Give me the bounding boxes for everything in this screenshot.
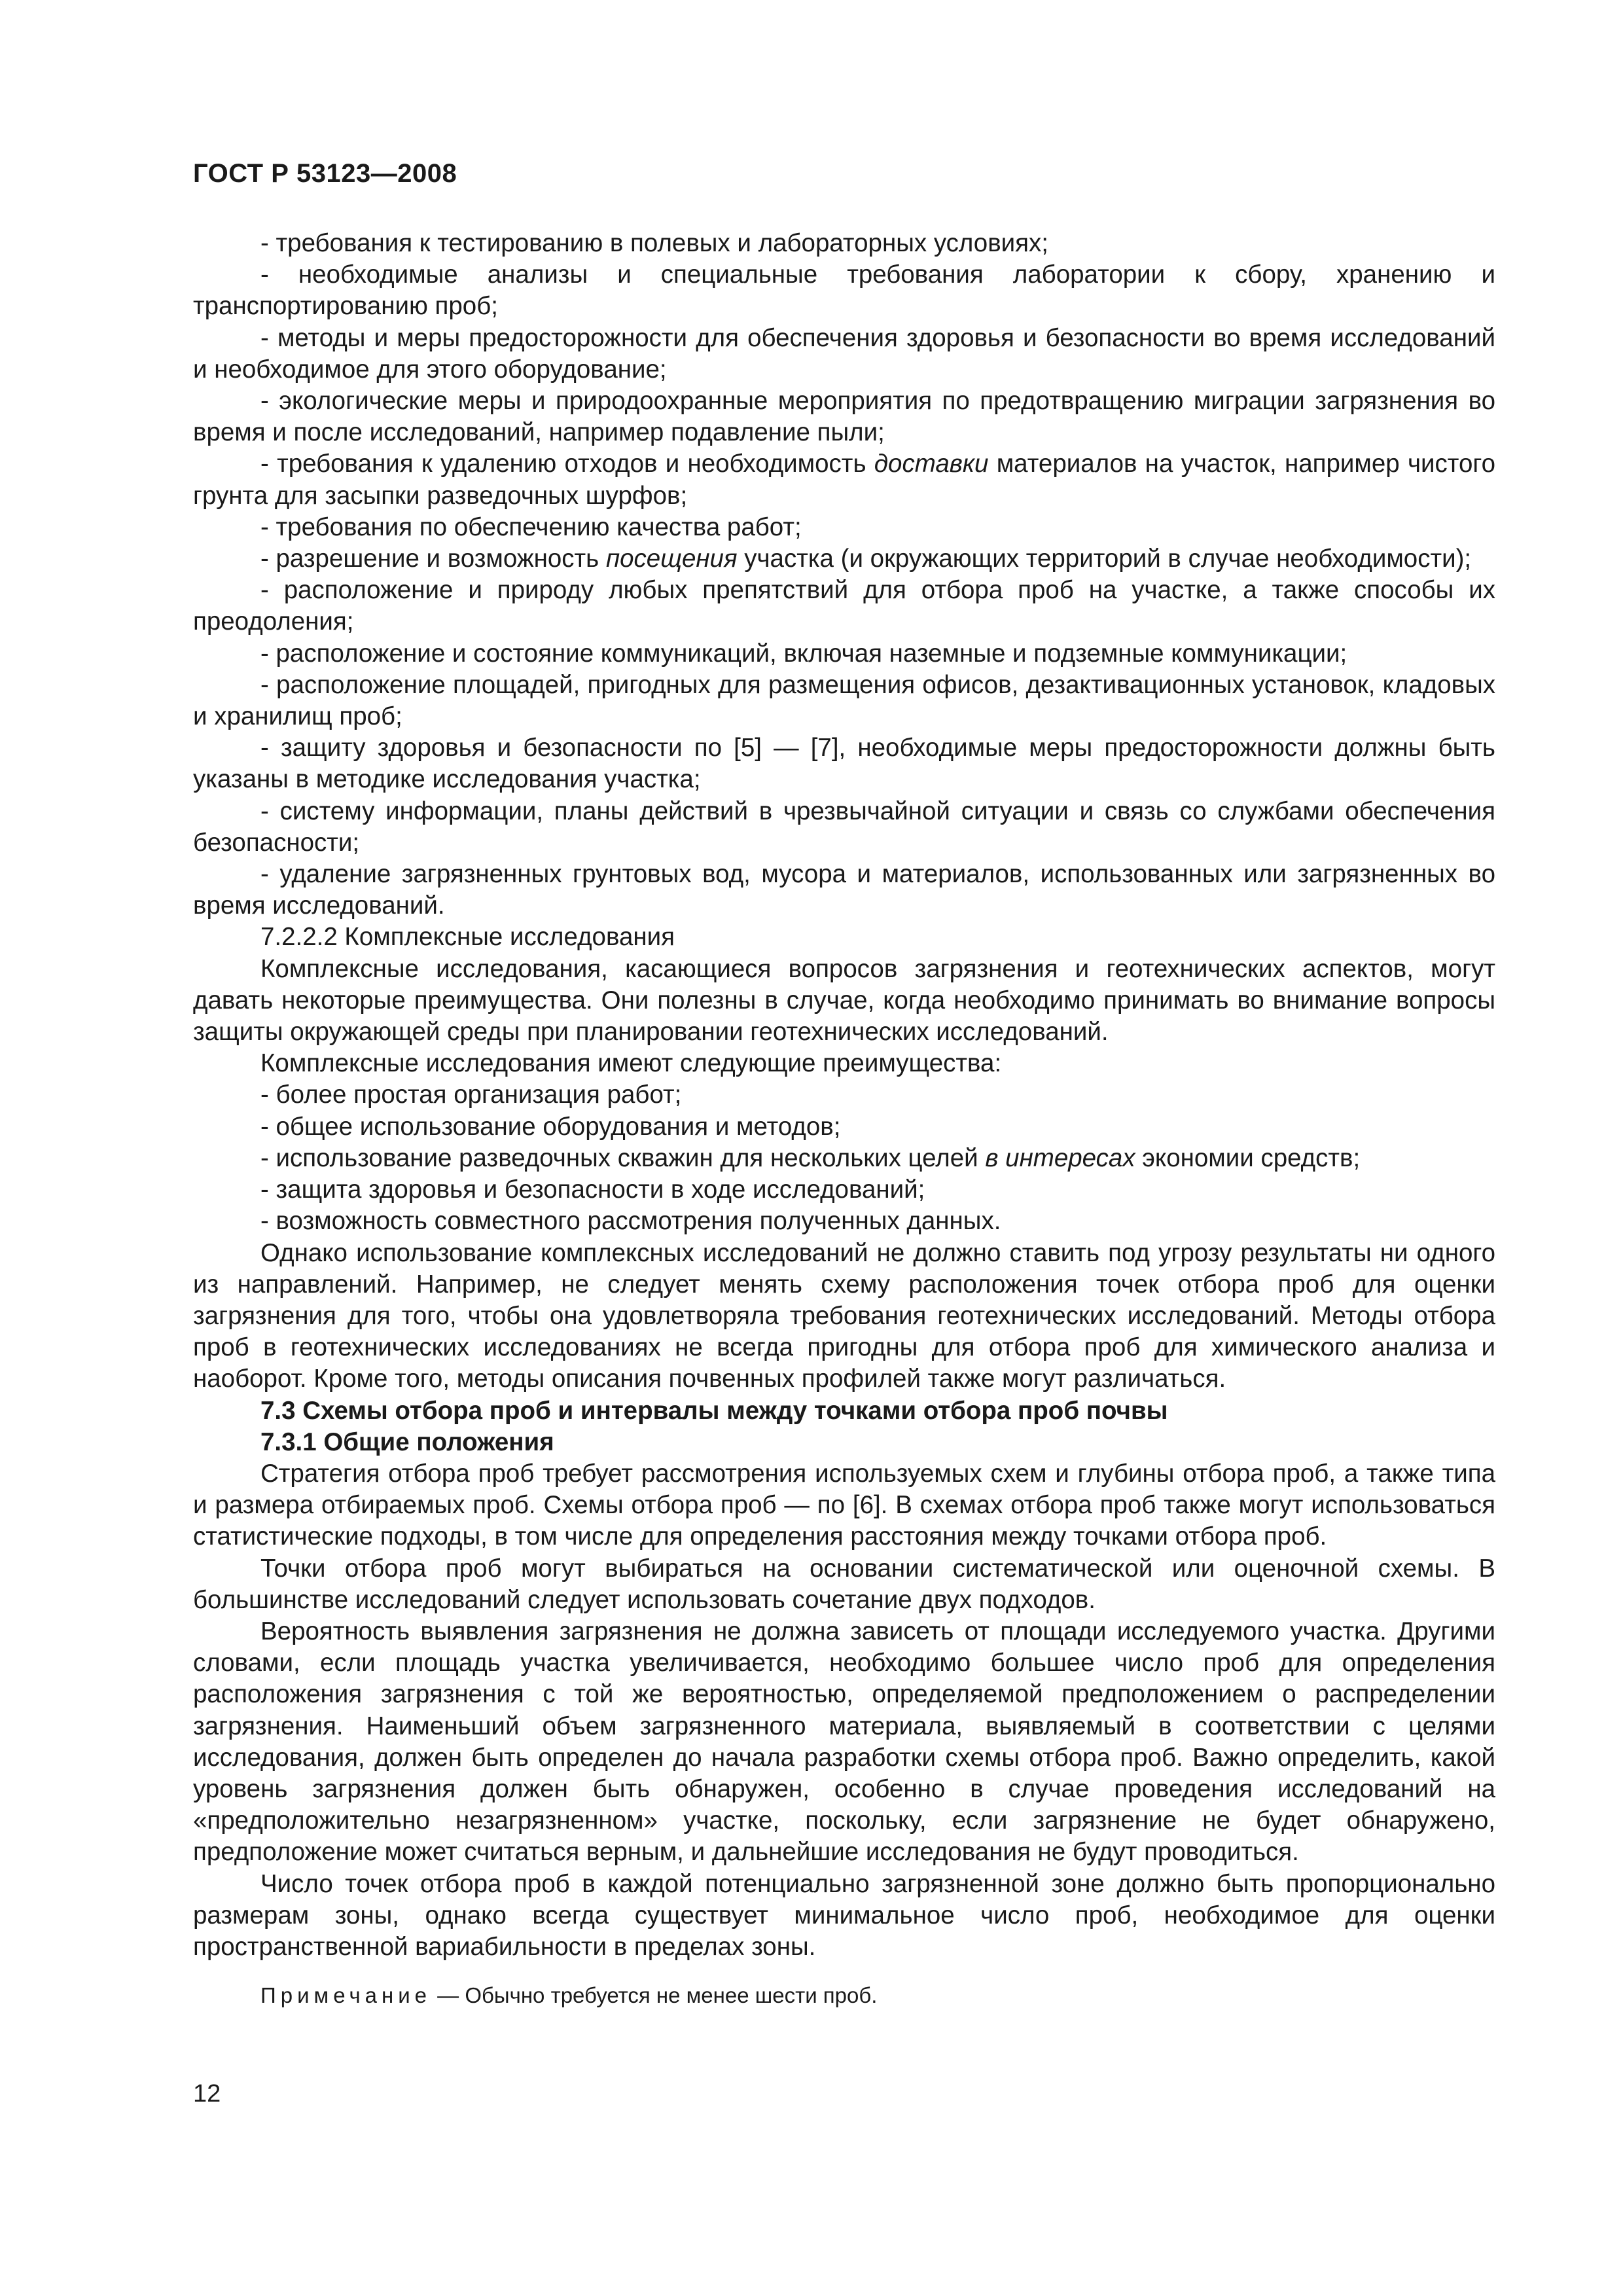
list-item [193,1143,1495,1174]
paragraph: Комплексные исследования, касающиеся вопросов загрязнения и геотехнических аспектов, могут давать некоторые преимущества. Они полезны в случае, когда необходимо принимать во внимание вопросы защиты окружающей среды при планировании геотехнических исследований. [193,954,1495,1047]
note [193,1980,1495,2011]
list-item: - расположение и природу любых препятствий для отбора проб на участке, а также способы их преодоления; [193,576,1495,636]
list-item: - необходимые анализы и специальные требования лаборатории к сбору, хранению и транспортированию проб; [193,260,1495,321]
list-item: - возможность совместного рассмотрения полученных данных. [260,1207,1001,1236]
list-item-text: - использование разведочных скважин для нескольких целей [260,1143,986,1172]
list-item-text: материалов на участок, например чистого грунта для засыпки разведочных шурфов; [193,450,1495,510]
subsection-heading: 7.2.2.2 Комплексные исследования [260,923,675,952]
paragraph: Однако использование комплексных исследований не должно ставить под угрозу результаты ни одного из направлений. Например, не следует менять схему расположения точек отбора проб для оценки загрязнения для того, чтобы она удовлетворяла требования геотехнических исследований. Методы отбора проб в геотехнических исследованиях не всегда пригодны для отбора проб для химического анализа и наоборот. Кроме того, методы описания почвенных профилей также могут различаться. [193,1238,1495,1393]
paragraph: Комплексные исследования имеют следующие преимущества: [260,1049,1002,1078]
note-text: — Обычно требуется не менее шести проб. [431,1983,878,2008]
subsection-heading: 7.3.1 Общие положения [260,1427,554,1456]
list-item: - более простая организация работ; [260,1081,682,1109]
list-item [193,543,1495,575]
list-item-text: экономии средств; [1135,1143,1361,1172]
list-item: - требования к тестированию в полевых и лабораторных условиях; [260,229,1048,257]
document-body [193,228,1495,2011]
list-item: - защиту здоровья и безопасности по [5] — [7], необходимые меры предосторожности должны быть указаны в методике исследования участка; [193,734,1495,794]
section-heading: 7.3 Схемы отбора проб и интервалы между точками отбора проб почвы [260,1396,1168,1425]
list-item: - расположение и состояние коммуникаций, включая наземные и подземные коммуникации; [260,639,1347,668]
list-item: - методы и меры предосторожности для обеспечения здоровья и безопасности во время исследований и необходимое для этого оборудование; [193,323,1495,384]
paragraph: Стратегия отбора проб требует рассмотрения используемых схем и глубины отбора проб, а также типа и размера отбираемых проб. Схемы отбора проб — по [6]. В схемах отбора проб также могут использоваться статистические подходы, в том числе для определения расстояния между точками отбора проб. [193,1459,1495,1551]
note-label: Примечание [260,1983,432,2008]
list-item-text: - требования к удалению отходов и необходимость [260,450,874,478]
list-item: - расположение площадей, пригодных для размещения офисов, дезактивационных установок, кладовых и хранилищ проб; [193,670,1495,731]
page-number: 12 [193,2080,221,2108]
list-item: - удаление загрязненных грунтовых вод, мусора и материалов, использованных или загрязненных во время исследований. [193,860,1495,920]
list-item: - защита здоровья и безопасности в ходе исследований; [260,1175,925,1204]
list-item: - общее использование оборудования и методов; [260,1112,841,1141]
paragraph: Точки отбора проб могут выбираться на основании систематической или оценочной схемы. В большинстве исследований следует использовать сочетание двух подходов. [193,1554,1495,1614]
list-item-text: - разрешение и возможность [260,545,606,573]
paragraph: Вероятность выявления загрязнения не должна зависеть от площади исследуемого участка. Другими словами, если площадь участка увеличивается, необходимо большее число проб для определения расположения загрязнения с той же вероятностью, определяемой предположением о распределении загрязнения. Наименьший объем загрязненного материала, выявляемый в соответствии с целями исследования, должен быть определен до начала разработки схемы отбора проб. Важно определить, какой уровень загрязнения должен быть обнаружен, особенно в случае проведения исследований на «предположительно незагрязненном» участке, поскольку, если загрязнение не будет обнаружено, предположение может считаться верным, и дальнейшие исследования не будут проводиться. [193,1617,1495,1867]
document-header: ГОСТ Р 53123—2008 [193,159,457,188]
list-item-emphasis: доставки [874,450,989,478]
list-item-text: участка (и окружающих территорий в случае необходимости); [737,545,1472,573]
list-item: - требования по обеспечению качества работ; [260,512,802,541]
list-item: - систему информации, планы действий в чрезвычайной ситуации и связь со службами обеспечения безопасности; [193,797,1495,857]
list-item-emphasis: в интересах [985,1143,1135,1172]
list-item [193,448,1495,511]
list-item: - экологические меры и природоохранные мероприятия по предотвращению миграции загрязнения во время и после исследований, например подавление пыли; [193,387,1495,447]
paragraph: Число точек отбора проб в каждой потенциально загрязненной зоне должно быть пропорционально размерам зоны, однако всегда существует минимальное число проб, необходимое для оценки пространственной вариабильности в пределах зоны. [193,1869,1495,1961]
list-item-emphasis: посещения [605,545,738,573]
